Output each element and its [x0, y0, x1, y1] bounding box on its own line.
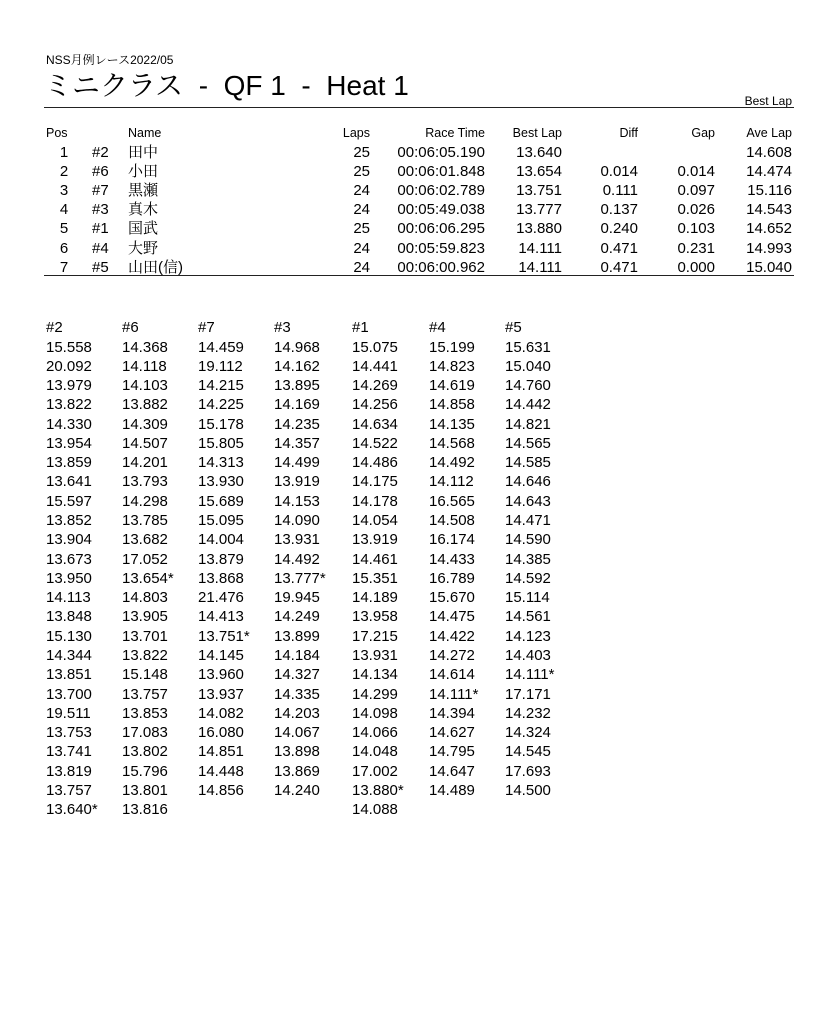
result-driver-name: 国武	[128, 220, 159, 238]
lap-time-cell: 13.853	[122, 704, 168, 722]
lap-column-header: #7	[198, 319, 215, 336]
lap-time-cell: 14.561	[505, 608, 551, 626]
lap-time-cell: 15.040	[505, 357, 551, 375]
result-laps: 25	[353, 220, 370, 238]
lap-time-cell: 15.130	[46, 627, 92, 645]
lap-time-cell: 13.919	[274, 473, 320, 491]
lap-time-cell: 14.169	[274, 396, 320, 414]
lap-time-cell: 13.753	[46, 724, 92, 742]
lap-times-row	[0, 357, 819, 376]
lap-time-cell: 14.067	[274, 724, 320, 742]
result-laps: 25	[353, 143, 370, 161]
result-laps: 24	[353, 181, 370, 199]
result-driver-name: 黒瀬	[128, 181, 159, 199]
col-pos: Pos	[46, 126, 68, 140]
col-race-time: Race Time	[425, 126, 485, 140]
col-laps: Laps	[342, 126, 370, 140]
result-driver-name: 小田	[128, 162, 159, 180]
results-row	[0, 181, 819, 200]
lap-time-cell: 14.422	[429, 627, 475, 645]
lap-times-row	[0, 511, 819, 530]
lap-time-cell: 13.898	[274, 743, 320, 761]
results-row	[0, 219, 819, 238]
lap-time-cell: 14.145	[198, 646, 244, 664]
lap-time-cell: 17.052	[122, 550, 168, 568]
lap-time-cell: 14.111*	[429, 685, 479, 703]
lap-time-cell: 13.700	[46, 685, 92, 703]
lap-time-cell: 14.627	[429, 724, 475, 742]
lap-time-cell: 14.647	[429, 762, 475, 780]
lap-time-cell: 14.175	[352, 473, 398, 491]
result-diff: 0.471	[600, 239, 638, 257]
lap-column-header: #1	[352, 319, 369, 336]
lap-time-cell: 13.641	[46, 473, 92, 491]
result-best-lap: 13.880	[516, 220, 562, 238]
result-gap: 0.103	[677, 220, 715, 238]
lap-times-row	[0, 376, 819, 395]
result-car-number: #1	[92, 220, 109, 238]
lap-time-cell: 14.492	[274, 550, 320, 568]
lap-time-cell: 14.357	[274, 434, 320, 452]
lap-time-cell: 14.803	[122, 589, 168, 607]
lap-time-cell: 15.670	[429, 589, 475, 607]
lap-time-cell: 14.088	[352, 801, 398, 819]
lap-time-cell: 13.868	[198, 569, 244, 587]
lap-time-cell: 14.760	[505, 377, 551, 395]
lap-time-cell: 14.054	[352, 512, 398, 530]
lap-column-header: #3	[274, 319, 291, 336]
lap-time-cell: 14.522	[352, 434, 398, 452]
lap-column-header: #6	[122, 319, 139, 336]
lap-time-cell: 14.499	[274, 454, 320, 472]
lap-time-cell: 13.954	[46, 434, 92, 452]
result-ave-lap: 15.116	[747, 181, 792, 199]
lap-time-cell: 14.486	[352, 454, 398, 472]
lap-time-cell: 13.793	[122, 473, 168, 491]
lap-column-header: #4	[429, 319, 446, 336]
lap-time-cell: 14.385	[505, 550, 551, 568]
result-race-time: 00:05:49.038	[397, 201, 485, 219]
lap-time-cell: 19.945	[274, 589, 320, 607]
lap-time-cell: 16.789	[429, 569, 475, 587]
lap-time-cell: 14.471	[505, 512, 551, 530]
lap-time-cell: 13.979	[46, 377, 92, 395]
lap-time-cell: 14.643	[505, 492, 551, 510]
lap-time-cell: 19.511	[46, 704, 91, 722]
lap-times-row	[0, 627, 819, 646]
result-pos: 5	[59, 220, 69, 238]
result-race-time: 00:06:00.962	[397, 258, 485, 276]
result-best-lap: 14.111	[518, 258, 562, 276]
lap-time-cell: 14.330	[46, 415, 92, 433]
lap-time-cell: 14.856	[198, 781, 244, 799]
results-row	[0, 143, 819, 162]
best-lap-note: Best Lap	[744, 94, 792, 108]
lap-time-cell: 13.879	[198, 550, 244, 568]
result-gap: 0.231	[677, 239, 715, 257]
lap-time-cell: 14.082	[198, 704, 244, 722]
result-driver-name: 大野	[128, 239, 159, 257]
lap-time-cell: 14.066	[352, 724, 398, 742]
lap-time-cell: 14.619	[429, 377, 475, 395]
lap-time-cell: 14.178	[352, 492, 398, 510]
lap-time-cell: 14.344	[46, 646, 92, 664]
lap-time-cell: 14.568	[429, 434, 475, 452]
lap-time-cell: 13.859	[46, 454, 92, 472]
lap-times-row	[0, 665, 819, 684]
lap-time-cell: 13.673	[46, 550, 92, 568]
lap-time-cell: 17.083	[122, 724, 168, 742]
lap-time-cell: 17.171	[505, 685, 551, 703]
lap-time-cell: 13.880*	[352, 781, 404, 799]
result-race-time: 00:06:01.848	[397, 162, 485, 180]
result-ave-lap: 14.543	[746, 201, 792, 219]
lap-time-cell: 13.905	[122, 608, 168, 626]
col-gap: Gap	[691, 126, 715, 140]
lap-times-row	[0, 588, 819, 607]
lap-time-cell: 14.403	[505, 646, 551, 664]
report-title: ミニクラス - QF 1 - Heat 1	[44, 70, 409, 101]
lap-time-cell: 14.368	[122, 338, 168, 356]
lap-time-cell: 14.189	[352, 589, 398, 607]
lap-time-cell: 15.796	[122, 762, 168, 780]
lap-time-cell: 14.272	[429, 646, 475, 664]
lap-time-cell: 15.805	[198, 434, 244, 452]
lap-time-cell: 14.048	[352, 743, 398, 761]
lap-time-cell: 14.565	[505, 434, 551, 452]
result-best-lap: 14.111	[518, 239, 562, 257]
result-pos: 3	[59, 181, 69, 199]
lap-time-cell: 20.092	[46, 357, 92, 375]
lap-time-cell: 14.090	[274, 512, 320, 530]
lap-time-cell: 13.822	[122, 646, 168, 664]
lap-time-cell: 17.002	[352, 762, 398, 780]
results-row	[0, 200, 819, 219]
result-driver-name: 田中	[128, 143, 159, 161]
result-car-number: #2	[92, 143, 109, 161]
result-ave-lap: 14.652	[746, 220, 792, 238]
results-row	[0, 239, 819, 258]
lap-time-cell: 14.112	[429, 473, 474, 491]
lap-time-cell: 13.904	[46, 531, 92, 549]
lap-time-cell: 14.313	[198, 454, 244, 472]
header-divider	[44, 107, 794, 108]
lap-time-cell: 13.882	[122, 396, 168, 414]
lap-times-header-row	[0, 318, 819, 337]
result-laps: 25	[353, 162, 370, 180]
lap-time-cell: 13.741	[46, 743, 92, 761]
lap-time-cell: 14.433	[429, 550, 475, 568]
lap-times-row	[0, 762, 819, 781]
lap-time-cell: 13.801	[122, 781, 168, 799]
lap-times-row	[0, 395, 819, 414]
lap-time-cell: 13.701	[122, 627, 168, 645]
lap-time-cell: 13.822	[46, 396, 92, 414]
lap-time-cell: 14.225	[198, 396, 244, 414]
lap-time-cell: 14.821	[505, 415, 551, 433]
lap-time-cell: 15.114	[505, 589, 550, 607]
lap-time-cell: 14.203	[274, 704, 320, 722]
lap-time-cell: 14.123	[505, 627, 551, 645]
lap-time-cell: 14.461	[352, 550, 398, 568]
lap-times-row	[0, 530, 819, 549]
result-best-lap: 13.751	[516, 181, 562, 199]
lap-times-row	[0, 338, 819, 357]
lap-time-cell: 14.592	[505, 569, 551, 587]
result-pos: 7	[59, 258, 69, 276]
lap-time-cell: 15.558	[46, 338, 92, 356]
lap-time-cell: 13.895	[274, 377, 320, 395]
result-pos: 4	[59, 201, 69, 219]
result-race-time: 00:06:06.295	[397, 220, 485, 238]
result-ave-lap: 14.993	[746, 239, 792, 257]
lap-time-cell: 15.631	[505, 338, 551, 356]
lap-time-cell: 14.256	[352, 396, 398, 414]
result-best-lap: 13.777	[516, 201, 562, 219]
result-car-number: #4	[92, 239, 109, 257]
lap-time-cell: 14.232	[505, 704, 551, 722]
lap-time-cell: 14.098	[352, 704, 398, 722]
result-pos: 1	[59, 143, 69, 161]
lap-time-cell: 13.919	[352, 531, 398, 549]
lap-time-cell: 14.851	[198, 743, 244, 761]
lap-time-cell: 13.851	[46, 666, 92, 684]
lap-time-cell: 13.930	[198, 473, 244, 491]
lap-time-cell: 15.689	[198, 492, 244, 510]
lap-times-row	[0, 550, 819, 569]
lap-time-cell: 14.118	[122, 357, 167, 375]
lap-time-cell: 13.931	[274, 531, 320, 549]
results-header-row	[0, 124, 819, 143]
results-row	[0, 162, 819, 181]
result-gap: 0.014	[677, 162, 715, 180]
lap-time-cell: 15.095	[198, 512, 244, 530]
lap-times-row	[0, 415, 819, 434]
lap-time-cell: 15.597	[46, 492, 92, 510]
result-gap: 0.000	[677, 258, 715, 276]
lap-time-cell: 13.757	[122, 685, 168, 703]
lap-times-row	[0, 800, 819, 819]
lap-time-cell: 14.299	[352, 685, 398, 703]
result-laps: 24	[353, 239, 370, 257]
result-race-time: 00:06:02.789	[397, 181, 485, 199]
result-ave-lap: 15.040	[746, 258, 792, 276]
lap-time-cell: 14.235	[274, 415, 320, 433]
lap-time-cell: 14.249	[274, 608, 320, 626]
report-subtitle: NSS月例レース2022/05	[46, 53, 174, 67]
lap-time-cell: 14.327	[274, 666, 320, 684]
lap-time-cell: 13.931	[352, 646, 398, 664]
result-diff: 0.014	[600, 162, 638, 180]
lap-time-cell: 15.148	[122, 666, 168, 684]
lap-time-cell: 14.448	[198, 762, 244, 780]
result-best-lap: 13.654	[516, 162, 562, 180]
lap-time-cell: 15.178	[198, 415, 244, 433]
result-car-number: #7	[92, 181, 109, 199]
lap-time-cell: 13.802	[122, 743, 168, 761]
lap-time-cell: 14.968	[274, 338, 320, 356]
lap-time-cell: 14.646	[505, 473, 551, 491]
lap-time-cell: 14.507	[122, 434, 168, 452]
lap-time-cell: 14.135	[429, 415, 475, 433]
lap-times-row	[0, 607, 819, 626]
lap-time-cell: 14.111*	[505, 666, 555, 684]
col-best-lap: Best Lap	[512, 126, 562, 140]
lap-time-cell: 14.634	[352, 415, 398, 433]
result-ave-lap: 14.608	[746, 143, 792, 161]
lap-time-cell: 14.201	[122, 454, 168, 472]
lap-time-cell: 13.819	[46, 762, 92, 780]
result-diff: 0.111	[602, 181, 638, 199]
lap-time-cell: 13.869	[274, 762, 320, 780]
lap-time-cell: 13.654*	[122, 569, 174, 587]
result-gap: 0.097	[677, 181, 715, 199]
result-driver-name: 真木	[128, 201, 159, 219]
lap-time-cell: 13.899	[274, 627, 320, 645]
col-name: Name	[128, 126, 162, 140]
lap-times-row	[0, 492, 819, 511]
col-diff: Diff	[619, 126, 638, 140]
lap-time-cell: 14.858	[429, 396, 475, 414]
lap-time-cell: 14.441	[352, 357, 398, 375]
result-diff: 0.471	[600, 258, 638, 276]
result-pos: 2	[59, 162, 69, 180]
lap-time-cell: 17.693	[505, 762, 551, 780]
lap-time-cell: 14.492	[429, 454, 475, 472]
lap-times-row	[0, 685, 819, 704]
result-driver-name: 山田(信)	[128, 258, 183, 276]
lap-time-cell: 14.103	[122, 377, 168, 395]
lap-time-cell: 13.960	[198, 666, 244, 684]
lap-time-cell: 13.640*	[46, 801, 98, 819]
result-diff: 0.240	[600, 220, 638, 238]
result-ave-lap: 14.474	[746, 162, 792, 180]
lap-time-cell: 16.565	[429, 492, 475, 510]
lap-time-cell: 13.751*	[198, 627, 250, 645]
result-laps: 24	[353, 258, 370, 276]
lap-time-cell: 19.112	[198, 357, 243, 375]
lap-time-cell: 14.590	[505, 531, 551, 549]
lap-time-cell: 14.442	[505, 396, 551, 414]
lap-time-cell: 13.816	[122, 801, 168, 819]
lap-time-cell: 14.324	[505, 724, 551, 742]
lap-time-cell: 14.500	[505, 781, 551, 799]
lap-time-cell: 15.351	[352, 569, 398, 587]
lap-times-row	[0, 569, 819, 588]
lap-times-row	[0, 472, 819, 491]
col-ave-lap: Ave Lap	[746, 126, 792, 140]
lap-time-cell: 15.199	[429, 338, 475, 356]
lap-time-cell: 13.950	[46, 569, 92, 587]
lap-time-cell: 14.413	[198, 608, 244, 626]
lap-time-cell: 14.240	[274, 781, 320, 799]
result-pos: 6	[59, 239, 69, 257]
lap-time-cell: 16.080	[198, 724, 244, 742]
lap-time-cell: 14.309	[122, 415, 168, 433]
lap-times-row	[0, 704, 819, 723]
lap-time-cell: 14.795	[429, 743, 475, 761]
lap-time-cell: 14.335	[274, 685, 320, 703]
lap-time-cell: 13.852	[46, 512, 92, 530]
result-car-number: #6	[92, 162, 109, 180]
lap-time-cell: 14.475	[429, 608, 475, 626]
lap-time-cell: 13.785	[122, 512, 168, 530]
results-row	[0, 258, 819, 277]
lap-times-row	[0, 742, 819, 761]
lap-times-row	[0, 781, 819, 800]
lap-time-cell: 21.476	[198, 589, 244, 607]
lap-times-row	[0, 434, 819, 453]
lap-time-cell: 14.113	[46, 589, 91, 607]
lap-time-cell: 14.215	[198, 377, 244, 395]
lap-times-row	[0, 453, 819, 472]
result-diff: 0.137	[600, 201, 638, 219]
lap-time-cell: 14.508	[429, 512, 475, 530]
lap-time-cell: 14.489	[429, 781, 475, 799]
lap-time-cell: 14.162	[274, 357, 320, 375]
lap-times-row	[0, 723, 819, 742]
lap-time-cell: 15.075	[352, 338, 398, 356]
lap-time-cell: 13.958	[352, 608, 398, 626]
lap-column-header: #2	[46, 319, 63, 336]
lap-time-cell: 14.614	[429, 666, 475, 684]
lap-time-cell: 17.215	[352, 627, 398, 645]
lap-time-cell: 13.937	[198, 685, 244, 703]
lap-times-row	[0, 646, 819, 665]
lap-column-header: #5	[505, 319, 522, 336]
lap-time-cell: 14.585	[505, 454, 551, 472]
results-divider	[44, 275, 794, 276]
lap-time-cell: 14.004	[198, 531, 244, 549]
lap-time-cell: 13.757	[46, 781, 92, 799]
lap-time-cell: 14.459	[198, 338, 244, 356]
result-best-lap: 13.640	[516, 143, 562, 161]
lap-time-cell: 14.184	[274, 646, 320, 664]
lap-time-cell: 16.174	[429, 531, 475, 549]
lap-time-cell: 14.153	[274, 492, 320, 510]
result-laps: 24	[353, 201, 370, 219]
lap-time-cell: 14.545	[505, 743, 551, 761]
lap-time-cell: 13.848	[46, 608, 92, 626]
lap-time-cell: 14.269	[352, 377, 398, 395]
lap-time-cell: 13.777*	[274, 569, 326, 587]
lap-time-cell: 14.394	[429, 704, 475, 722]
lap-time-cell: 14.134	[352, 666, 398, 684]
result-race-time: 00:05:59.823	[397, 239, 485, 257]
lap-time-cell: 14.298	[122, 492, 168, 510]
lap-time-cell: 13.682	[122, 531, 168, 549]
result-gap: 0.026	[677, 201, 715, 219]
result-race-time: 00:06:05.190	[397, 143, 485, 161]
result-car-number: #5	[92, 258, 109, 276]
lap-time-cell: 14.823	[429, 357, 475, 375]
result-car-number: #3	[92, 201, 109, 219]
